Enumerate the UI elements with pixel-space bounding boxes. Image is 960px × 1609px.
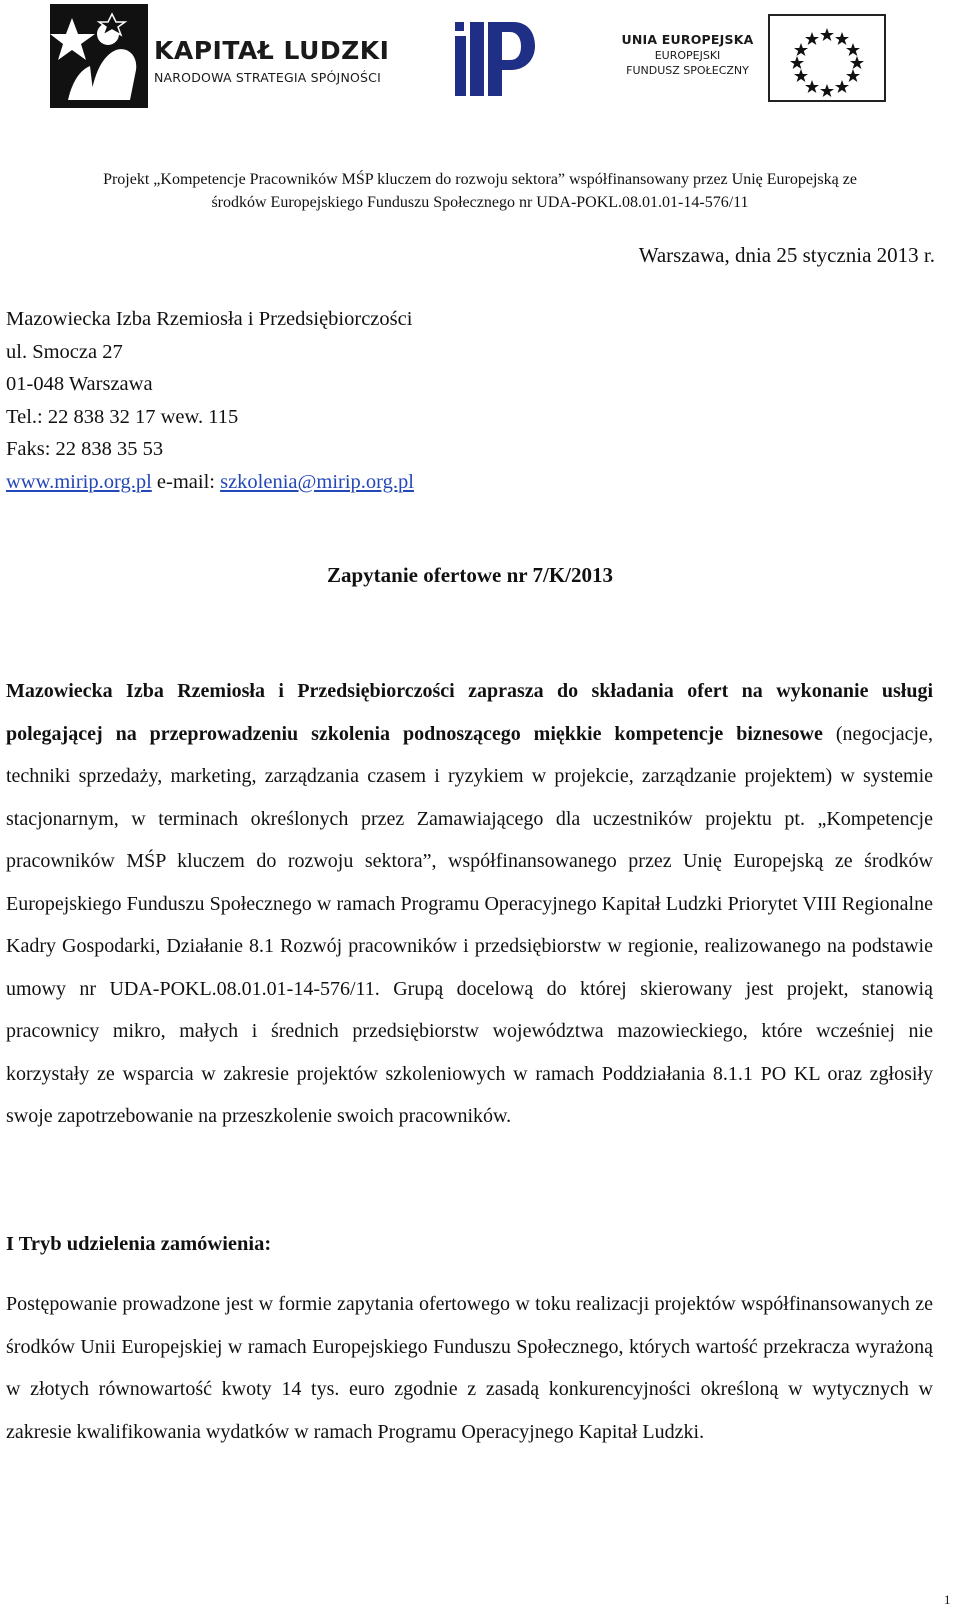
project-note xyxy=(10,168,950,214)
address-fax: Faks: 22 838 35 53 xyxy=(6,438,164,460)
address-org-name: Mazowiecka Izba Rzemiosła i Przedsiębiorczości xyxy=(6,308,413,330)
eu-social-fund-label: FUNDUSZ SPOŁECZNY xyxy=(626,64,749,77)
page-number: 1 xyxy=(944,1592,951,1607)
kapital-ludzki-logo xyxy=(50,4,390,108)
section-procurement-mode-text: Postępowanie prowadzone jest w formie zapytania ofertowego w toku realizacji projektów współfinansowanych ze środków Unii Europejskiej w ramach Europejskiego Funduszu Społecznego, których wartość przekracza wyrażoną w złotych równowartość kwoty 14 tys. euro zgodnie z zasadą konkurencyjności określoną w wytycznych w zakresie kwalifikowania wydatków w ramach Programu Operacyjnego Kapitał Ludzki. xyxy=(6,1293,933,1443)
rp-logo-icon xyxy=(455,22,535,96)
address-postal-city: 01-048 Warszawa xyxy=(6,373,153,395)
eu-union-label: UNIA EUROPEJSKA xyxy=(621,32,754,47)
email-link[interactable]: szkolenia@mirip.org.pl xyxy=(220,470,414,493)
kapital-ludzki-title: KAPITAŁ LUDZKI xyxy=(154,36,390,65)
website-link[interactable]: www.mirip.org.pl xyxy=(6,470,152,493)
offer-intro-paragraph xyxy=(6,670,933,1138)
eu-flag-icon xyxy=(768,14,886,102)
sender-address xyxy=(6,303,414,498)
eu-logo xyxy=(620,14,920,110)
address-phone: Tel.: 22 838 32 17 wew. 115 xyxy=(6,405,239,428)
address-street: ul. Smocza 27 xyxy=(6,340,123,363)
logo-strip xyxy=(0,0,960,120)
project-note-line-1: Projekt „Kompetencje Pracowników MŚP kluczem do rozwoju sektora” współfinansowany przez Unię Europejską ze xyxy=(103,171,857,188)
offer-title: Zapytanie ofertowe nr 7/K/2013 xyxy=(326,563,613,587)
kapital-ludzki-emblem-icon xyxy=(50,4,148,108)
offer-intro-bold: Mazowiecka Izba Rzemiosła i Przedsiębiorczości zaprasza do składania ofert na wykonanie usługi polegającej na przeprowadzeniu szkolenia podnoszącego miękkie kompetencje biznesowe xyxy=(6,680,933,745)
project-note-line-2: środków Europejskiego Funduszu Społecznego nr UDA-POKL.08.01.01-14-576/11 xyxy=(211,194,749,211)
address-contact-line xyxy=(6,466,414,499)
kapital-ludzki-subtitle: NARODOWA STRATEGIA SPÓJNOŚCI xyxy=(154,70,381,85)
eu-fund-label: EUROPEJSKI xyxy=(654,49,721,62)
offer-intro-text: (negocjacje, techniki sprzedaży, marketing, zarządzania czasem i ryzykiem w projekcie, zarządzanie projektem) w systemie stacjonarnym, w terminach określonych przez Zamawiającego dla uczestników projektu pt. „Kompetencje pracowników MŚP kluczem do rozwoju sektora”, współfinansowanego przez Unię Europejską ze środków Europejskiego Funduszu Społecznego w ramach Programu Operacyjnego Kapitał Ludzki Priorytet VIII Regionalne Kadry Gospodarki, Działanie 8.1 Rozwój pracowników i przedsiębiorstw w regionie, realizowanego na podstawie umowy nr UDA-POKL.08.01.01-14-576/11. Grupą docelową do której skierowany jest projekt, stanowią pracownicy mikro, małych i średnich przedsiębiorstw województwa mazowieckiego, które wcześniej nie korzystały ze wsparcia w zakresie projektów szkoleniowych w ramach Poddziałania 8.1.1 PO KL oraz zgłosiły swoje zapotrzebowanie na przeszkolenie swoich pracowników. xyxy=(6,722,933,1127)
section-heading-procurement-mode: I Tryb udzielenia zamówienia: xyxy=(6,1233,272,1255)
email-label: e-mail: xyxy=(151,470,221,493)
document-date: Warszawa, dnia 25 stycznia 2013 r. xyxy=(638,243,935,267)
